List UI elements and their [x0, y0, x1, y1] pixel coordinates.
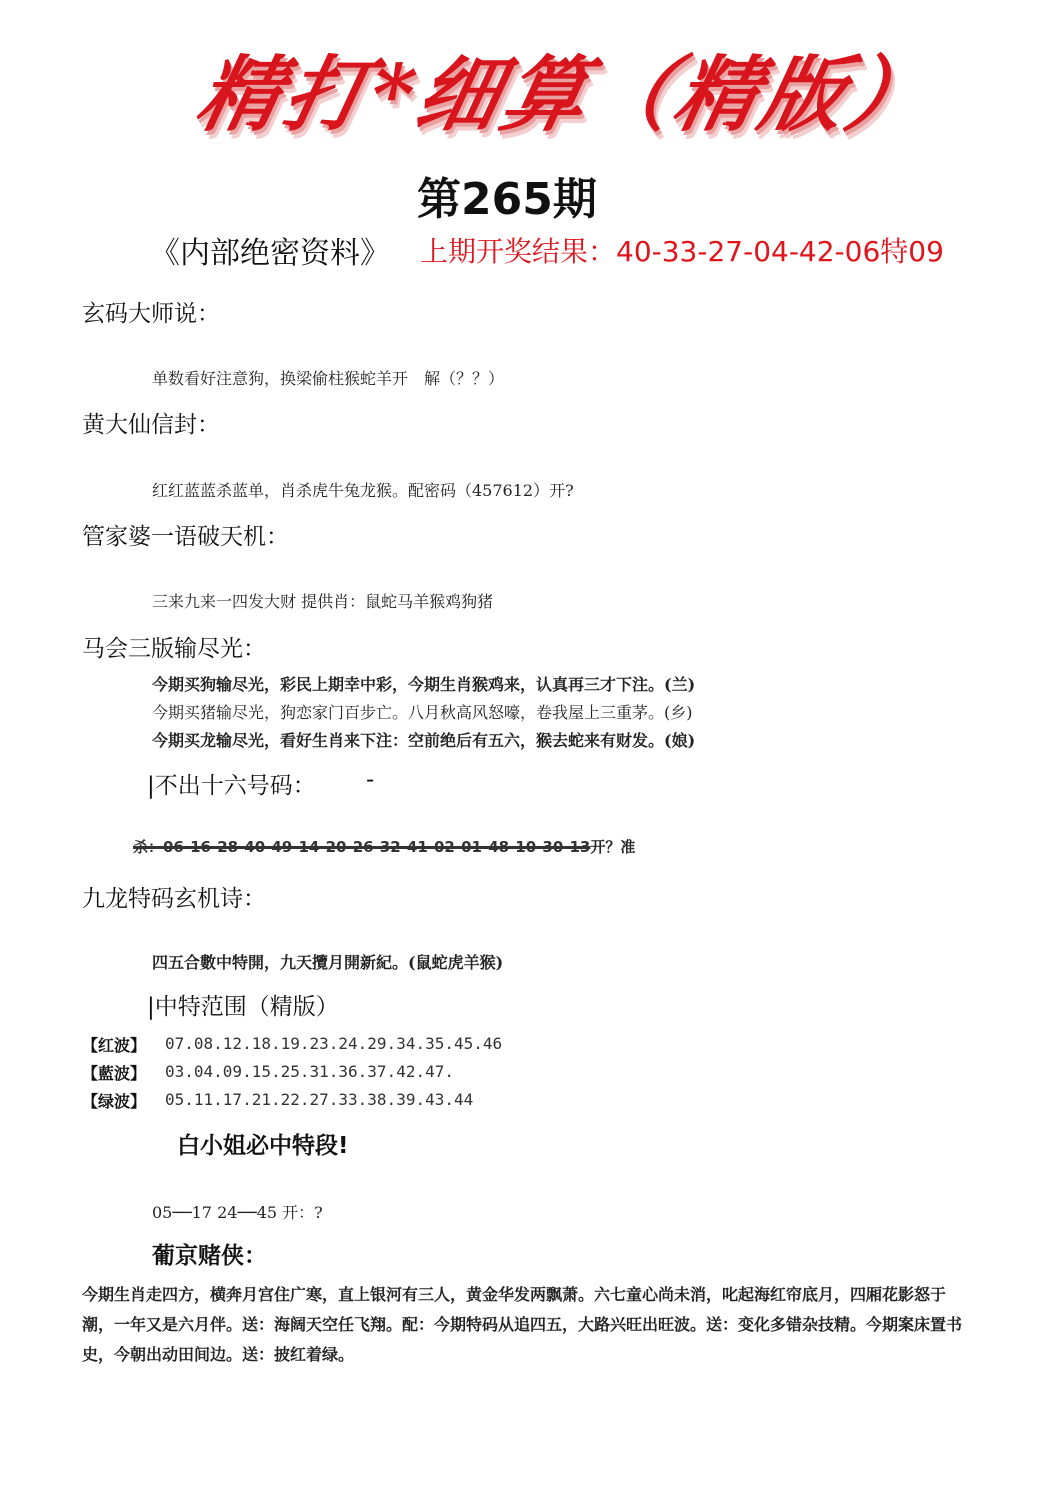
no-sixteen-dash: - — [366, 767, 375, 793]
section-title-jockey: 马会三版输尽光： — [82, 636, 266, 662]
lisboa-paragraph: 今期生肖走四方，横奔月宫住广寒，直上银河有三人，黄金华发两飘萧。六七童心尚未消，叱起海红帘底月，四厢花影怒于潮，一年又是六月伴。送：海阔天空任飞翔。配：今期特码从追四五，大路兴旺出旺波。送：变化多错杂技精。今期案床置书史，今朝出动田间边。送：披红着绿。 — [82, 1285, 963, 1364]
section-title-master: 玄码大师说： — [82, 301, 220, 327]
section-line-housekeeper: 三来九来一四发大财 提供肖：鼠蛇马羊猴鸡狗猪 — [152, 592, 494, 611]
wave-label-blue: 【藍波】 — [82, 1064, 147, 1083]
section-title-no-sixteen: |不出十六号码： — [147, 773, 316, 799]
kill-numbers — [133, 836, 635, 857]
last-result: 上期开奖结果：40-33-27-04-42-06特09 — [420, 235, 944, 268]
section-line-miss-bai: 05──17 24──45 开：? — [152, 1203, 323, 1222]
secret-label: 《内部绝密资料》 — [150, 236, 390, 271]
section-title-nine-dragon: 九龙特码玄机诗： — [82, 886, 266, 912]
section-line-nine-dragon: 四五合數中特開，九天攬月開新紀。(鼠蛇虎羊猴) — [152, 953, 504, 972]
kill-numbers-suffix: 开？准 — [590, 838, 636, 856]
wave-label-red: 【红波】 — [82, 1036, 147, 1055]
section-title-housekeeper: 管家婆一语破天机： — [82, 524, 289, 550]
jockey-line-1: 今期买狗输尽光，彩民上期幸中彩，今期生肖猴鸡来，认真再三才下注。(兰) — [152, 675, 696, 694]
wave-label-green: 【绿波】 — [82, 1092, 147, 1111]
section-title-envelope: 黄大仙信封： — [82, 412, 220, 438]
wave-nums-green: 05.11.17.21.22.27.33.38.39.43.44 — [165, 1090, 474, 1109]
jockey-line-2: 今期买猪输尽光，狗恋家门百步亡。八月秋高风怒嚎，卷我屋上三重茅。(乡) — [152, 703, 693, 722]
issue-number: 第265期 — [417, 174, 597, 225]
banner-title: 精打*细算（精版） — [188, 47, 945, 143]
kill-numbers-struck: 杀：06-16-28-40-49-14-20-26-32-41-02-01-48-10-30-13 — [133, 838, 591, 856]
jockey-line-3: 今期买龙输尽光，看好生肖来下注：空前绝后有五六，猴去蛇来有财发。(娘) — [152, 731, 696, 750]
section-title-range: |中特范围（精版） — [147, 994, 339, 1020]
wave-nums-red: 07.08.12.18.19.23.24.29.34.35.45.46 — [165, 1034, 503, 1053]
section-title-miss-bai: 白小姐必中特段! — [177, 1133, 349, 1159]
section-line-master: 单数看好注意狗，换梁偷柱猴蛇羊开 解（？？） — [152, 369, 505, 388]
section-title-lisboa: 葡京赌侠： — [152, 1243, 267, 1269]
wave-nums-blue: 03.04.09.15.25.31.36.37.42.47. — [165, 1062, 454, 1081]
section-line-envelope: 红红蓝蓝杀蓝单，肖杀虎牛兔龙猴。配密码（457612）开? — [152, 481, 574, 500]
